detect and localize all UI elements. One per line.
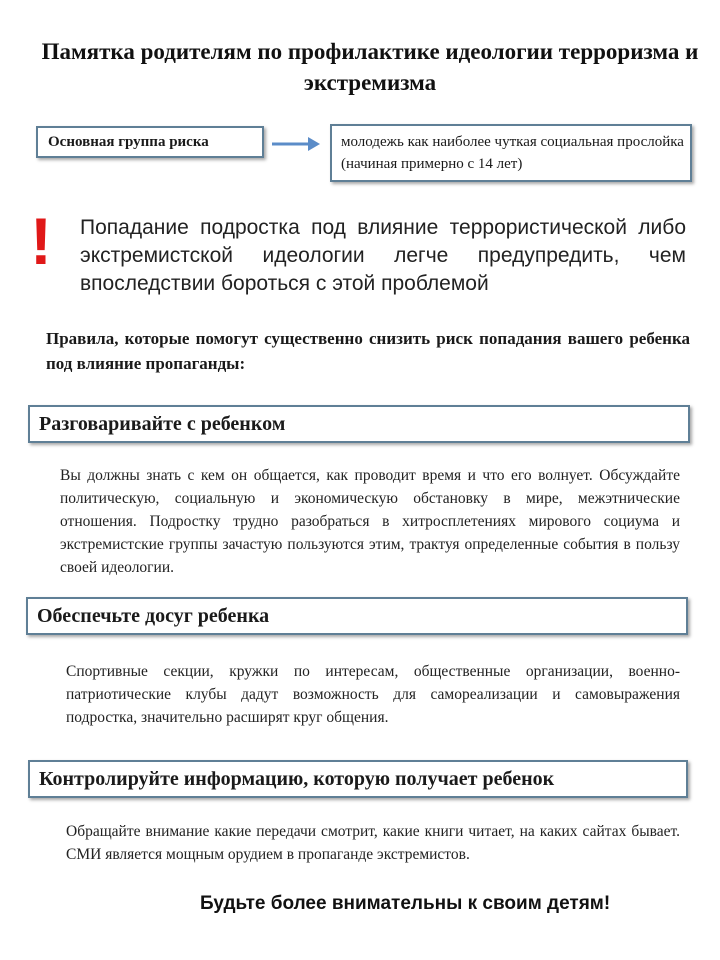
section-heading-information <box>28 760 688 798</box>
section-heading-label: Контролируйте информацию, которую получает ребенок <box>39 768 555 790</box>
risk-group-label-box <box>36 126 264 158</box>
footer-slogan: Будьте более внимательны к своим детям! <box>200 893 611 914</box>
warning-text: Попадание подростка под влияние террористической либо экстремистской идеологии легче предупредить, чем впоследствии бороться с этой проблемой <box>80 216 686 295</box>
rules-intro: Правила, которые помогут существенно снизить риск попадания вашего ребенка под влияние пропаганды: <box>46 329 690 373</box>
exclamation-icon: ! <box>30 204 52 278</box>
page-title: Памятка родителям по профилактике идеологии терроризма и экстремизма <box>41 39 699 95</box>
risk-group-value-box <box>330 124 692 182</box>
right-arrow-icon <box>270 133 322 155</box>
section-heading-label: Разговаривайте с ребенком <box>39 413 286 435</box>
section-body-information: Обращайте внимание какие передачи смотрит, какие книги читает, на каких сайтах бывает. СМИ является мощным орудием в пропаганде экстремистов. <box>66 823 680 863</box>
section-body-leisure: Спортивные секции, кружки по интересам, общественные организации, военно-патриотические клубы дадут возможность для самореализации и самовыражения подростка, значительно расширят круг общения. <box>66 663 680 726</box>
section-heading-label: Обеспечьте досуг ребенка <box>37 605 270 627</box>
section-body-talk: Вы должны знать с кем он общается, как проводит время и что его волнует. Обсуждайте политическую, социальную и экономическую обстановку в мире, межэтнические отношения. Подростку трудно разобраться в хитросплетениях мирового социума и экстремистские группы зачастую пользуются этим, трактуя определенные события в пользу своей идеологии. <box>60 467 680 576</box>
section-heading-talk <box>28 405 690 443</box>
section-heading-leisure <box>26 597 688 635</box>
risk-group-label: Основная группа риска <box>48 134 209 150</box>
risk-group-value: молодежь как наиболее чуткая социальная прослойка (начиная примерно с 14 лет) <box>341 134 684 172</box>
